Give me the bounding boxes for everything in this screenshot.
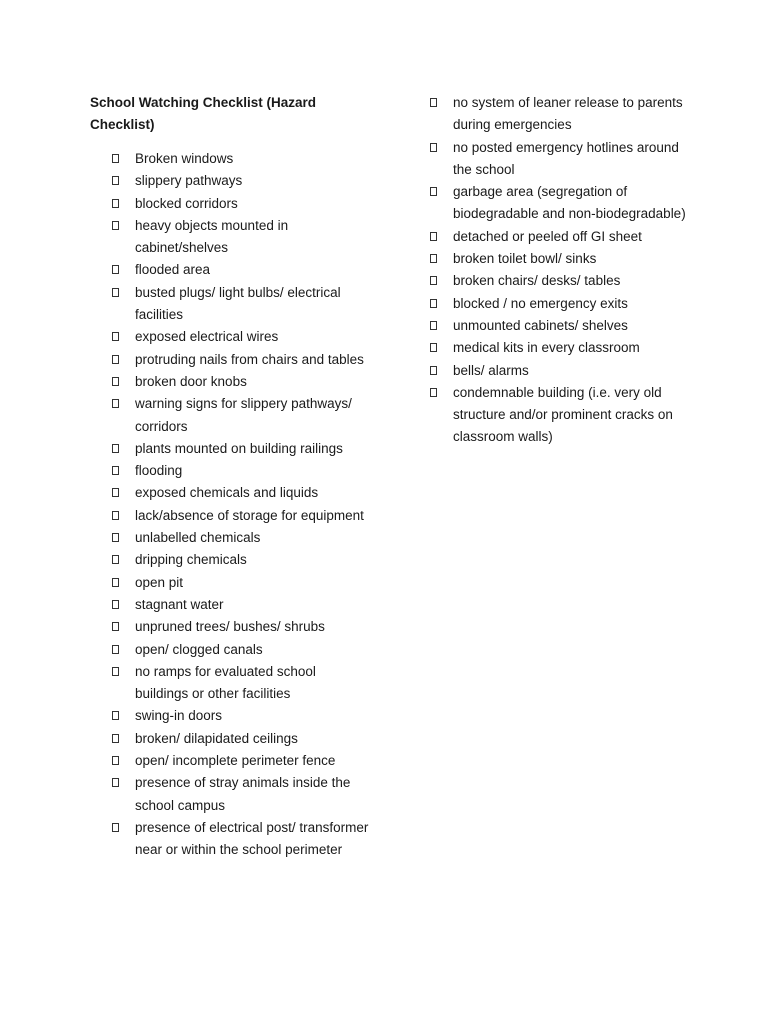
- checkbox-icon[interactable]: [112, 288, 119, 297]
- checklist-title: School Watching Checklist (Hazard Checklist): [90, 95, 317, 132]
- checklist-item: [110, 616, 370, 638]
- checklist-item-label: swing-in doors: [135, 708, 223, 724]
- checklist-item: [110, 772, 370, 817]
- checklist-item: [110, 482, 370, 504]
- checklist-item-label: broken toilet bowl/ sinks: [453, 251, 597, 267]
- checkbox-icon[interactable]: [112, 154, 119, 163]
- checkbox-icon[interactable]: [112, 622, 119, 631]
- checklist-item: [110, 728, 370, 750]
- checklist-item: [110, 438, 370, 460]
- checklist-item: [110, 594, 370, 616]
- checklist-item: [428, 226, 688, 248]
- checklist-item-label: blocked / no emergency exits: [453, 295, 628, 311]
- checklist-item-label: exposed chemicals and liquids: [135, 485, 319, 501]
- checkbox-icon[interactable]: [112, 355, 119, 364]
- checklist-item: [428, 293, 688, 315]
- checklist-item-label: no ramps for evaluated school buildings or other facilities: [135, 663, 316, 702]
- checkbox-icon[interactable]: [430, 254, 437, 263]
- checklist-item-label: open/ clogged canals: [135, 641, 263, 657]
- checklist-item: [110, 371, 370, 393]
- checkbox-icon[interactable]: [112, 645, 119, 654]
- checklist-item: [110, 817, 370, 862]
- checklist-item: [110, 549, 370, 571]
- checkbox-icon[interactable]: [112, 711, 119, 720]
- checkbox-icon[interactable]: [112, 578, 119, 587]
- checklist-item-label: presence of electrical post/ transformer near or within the school perimeter: [135, 819, 369, 858]
- checklist-item-label: blocked corridors: [135, 195, 238, 211]
- checklist-item: [428, 315, 688, 337]
- checklist-item: [110, 170, 370, 192]
- checkbox-icon[interactable]: [430, 299, 437, 308]
- checkbox-icon[interactable]: [112, 555, 119, 564]
- checklist-item: [428, 137, 688, 182]
- checkbox-icon[interactable]: [430, 366, 437, 375]
- checkbox-icon[interactable]: [112, 199, 119, 208]
- checklist-item: [110, 193, 370, 215]
- checkbox-icon[interactable]: [112, 488, 119, 497]
- checklist-item-label: slippery pathways: [135, 173, 243, 189]
- checklist-item: [110, 661, 370, 706]
- checklist-item: [110, 750, 370, 772]
- checkbox-icon[interactable]: [430, 187, 437, 196]
- checkbox-icon[interactable]: [112, 734, 119, 743]
- checklist-item: [428, 181, 688, 226]
- checkbox-icon[interactable]: [112, 533, 119, 542]
- checklist-item-label: garbage area (segregation of biodegradable and non-biodegradable): [453, 184, 686, 222]
- checklist-item-label: warning signs for slippery pathways/ corridors: [135, 396, 352, 434]
- checklist-item-label: bells/ alarms: [453, 362, 529, 378]
- checklist-item-label: no system of leaner release to parents during emergencies: [453, 95, 683, 133]
- checklist-item: [110, 349, 370, 371]
- checklist-item: [428, 92, 688, 137]
- checklist-item: [110, 282, 370, 327]
- checklist-item-label: broken chairs/ desks/ tables: [453, 273, 621, 289]
- checkbox-icon[interactable]: [112, 667, 119, 676]
- checklist-item-label: protruding nails from chairs and tables: [135, 351, 364, 367]
- checkbox-icon[interactable]: [112, 265, 119, 274]
- checklist-item-label: flooding: [135, 463, 183, 479]
- checkbox-icon[interactable]: [112, 332, 119, 341]
- checkbox-icon[interactable]: [430, 276, 437, 285]
- checklist-item: [110, 639, 370, 661]
- checklist-item-label: condemnable building (i.e. very old structure and/or prominent cracks on classroom walls): [453, 384, 673, 445]
- checklist-item: [428, 270, 688, 292]
- checklist-item: [110, 148, 370, 170]
- checklist-item-label: flooded area: [135, 262, 211, 278]
- left-checklist: [110, 148, 370, 862]
- checklist-item: [428, 382, 688, 449]
- checklist-item-label: unpruned trees/ bushes/ shrubs: [135, 619, 325, 635]
- checklist-item-label: unmounted cabinets/ shelves: [453, 317, 628, 333]
- checkbox-icon[interactable]: [430, 143, 437, 152]
- checkbox-icon[interactable]: [112, 444, 119, 453]
- checkbox-icon[interactable]: [430, 343, 437, 352]
- checklist-item-label: heavy objects mounted in cabinet/shelves: [135, 217, 289, 256]
- checkbox-icon[interactable]: [112, 511, 119, 520]
- checklist-item: [110, 259, 370, 281]
- checklist-item-label: dripping chemicals: [135, 552, 247, 568]
- checklist-item: [110, 393, 370, 438]
- checklist-item-label: presence of stray animals inside the school campus: [135, 775, 351, 813]
- checklist-item: [428, 337, 688, 359]
- checklist-item-label: broken/ dilapidated ceilings: [135, 730, 298, 746]
- checklist-item: [110, 326, 370, 348]
- checklist-item: [428, 248, 688, 270]
- checklist-item: [110, 572, 370, 594]
- checklist-item-label: exposed electrical wires: [135, 329, 279, 345]
- checklist-item-label: open/ incomplete perimeter fence: [135, 753, 336, 769]
- checklist-item-label: stagnant water: [135, 596, 224, 612]
- checkbox-icon[interactable]: [112, 823, 119, 832]
- checklist-item-label: open pit: [135, 574, 184, 590]
- checklist-item-label: busted plugs/ light bulbs/ electrical facilities: [135, 284, 341, 323]
- checklist-item-label: medical kits in every classroom: [453, 340, 640, 356]
- checkbox-icon[interactable]: [112, 377, 119, 386]
- checklist-item: [428, 360, 688, 382]
- checkbox-icon[interactable]: [430, 321, 437, 330]
- checkbox-icon[interactable]: [112, 176, 119, 185]
- checklist-item-label: unlabelled chemicals: [135, 530, 261, 546]
- checkbox-icon[interactable]: [430, 388, 437, 397]
- checklist-item-label: lack/absence of storage for equipment: [135, 507, 364, 523]
- checkbox-icon[interactable]: [112, 466, 119, 475]
- checkbox-icon[interactable]: [112, 600, 119, 609]
- checkbox-icon[interactable]: [430, 98, 437, 107]
- checklist-item-label: broken door knobs: [135, 373, 247, 389]
- checklist-item: [110, 527, 370, 549]
- checklist-item: [110, 705, 370, 727]
- checklist-item: [110, 215, 370, 260]
- checkbox-icon[interactable]: [112, 756, 119, 765]
- right-checklist: [428, 92, 688, 449]
- checklist-item: [110, 460, 370, 482]
- checkbox-icon[interactable]: [112, 221, 119, 230]
- checkbox-icon[interactable]: [112, 399, 119, 408]
- checkbox-icon[interactable]: [112, 778, 119, 787]
- checklist-item-label: no posted emergency hotlines around the school: [453, 139, 679, 177]
- checklist-item: [110, 505, 370, 527]
- checklist-item-label: plants mounted on building railings: [135, 440, 343, 456]
- checklist-item-label: detached or peeled off GI sheet: [453, 228, 642, 244]
- checklist-item-label: Broken windows: [135, 151, 234, 166]
- checkbox-icon[interactable]: [430, 232, 437, 241]
